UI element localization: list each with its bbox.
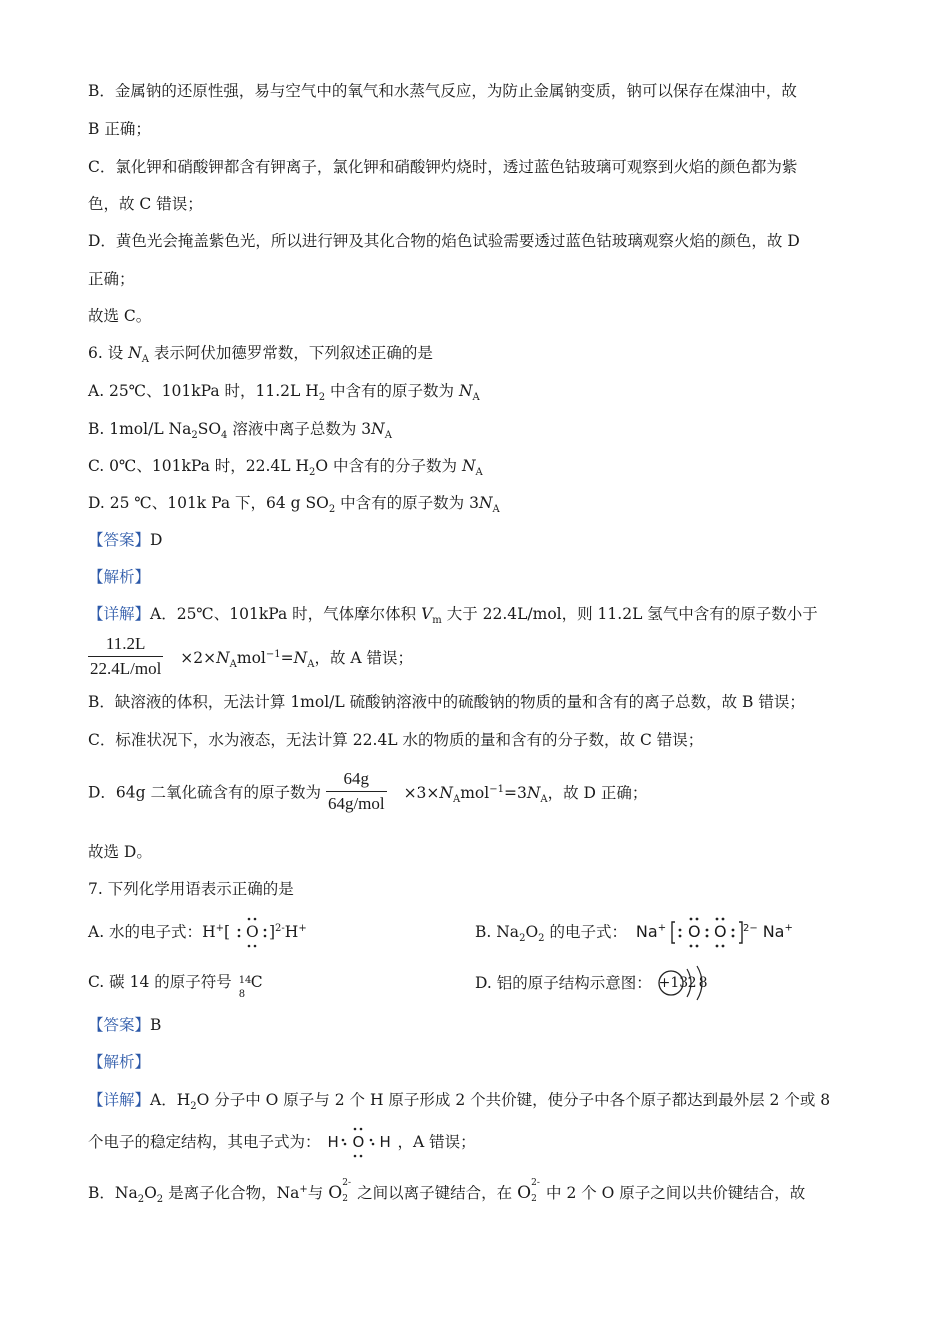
water-oxygen-dots: O	[235, 914, 269, 950]
aluminum-atom-diagram: +13 2 8	[657, 963, 719, 1003]
peroxide-ion: O 2- 2	[517, 1178, 540, 1204]
q7-detail-a-line2: 个电子的稳定结构，其电子式为： H O H ，A 错误；	[88, 1124, 476, 1160]
q7-analysis-label: 【解析】	[88, 1053, 151, 1071]
fraction-a: $\frac{11.2L}{\text{22.4L/mol}}$	[90, 634, 162, 678]
q7-option-d: D. 铝的原子结构示意图： +13 2 8	[475, 962, 719, 1002]
q6-detail-d-formula: D．64g 二氧化硫含有的原子数为 $\frac{64g}{\text{64g/mol}}$ $\times 3\times N_Amol^{-1}=3N_A$，故 D 正确；	[88, 769, 648, 813]
q6-option-d: D. 25 ℃、101k Pa 下，64 g $SO_2$ 中含有的原子数为 $3N_A$	[88, 494, 500, 516]
q5-option-d-line2: 正确；	[88, 270, 135, 288]
answer-label: 【答案】	[88, 1016, 151, 1034]
bracket-dots-icon	[671, 914, 743, 950]
q6-stem: 6. 设 $N_A$ 表示阿伏加德罗常数，下列叙述正确的是	[88, 344, 433, 366]
q5-option-c-line2: 色，故 C 错误；	[88, 195, 203, 213]
q5-option-b-line1: B．金属钠的还原性强，易与空气中的氧气和水蒸气反应，为防止金属钠变质，钠可以保存在煤油中，故	[88, 82, 797, 100]
q5-conclusion: 故选 C。	[88, 307, 152, 325]
q6-option-b: B. 1mol/L $Na_2SO_4$ 溶液中离子总数为 $3N_A$	[88, 420, 392, 442]
q6-option-c: C. 0℃、101kPa 时，22.4L $H_2O$ 中含有的分子数为 $N_A$	[88, 457, 483, 479]
q5-option-c-line1: C．氯化钾和硝酸钾都含有钾离子，氯化钾和硝酸钾灼烧时，透过蓝色钴玻璃可观察到火焰的颜色都为紫	[88, 158, 798, 176]
q5-option-d-line1: D．黄色光会掩盖紫色光，所以进行钾及其化合物的焰色试验需要透过蓝色钴玻璃观察火焰的颜色，故 D	[88, 232, 800, 250]
peroxide-ion: O 2- 2	[328, 1178, 352, 1204]
isotope-notation: 14 8	[238, 975, 252, 1000]
peroxide-dot-structure: O O	[671, 914, 743, 950]
q7-option-a: A. 水的电子式：H+[ O ]$^{2-}$H+	[88, 914, 307, 950]
q7-option-b: B. $Na_2O_2$ 的电子式： Na+ O O $^{2-}$ Na+	[475, 914, 793, 950]
q6-analysis-label: 【解析】	[88, 568, 151, 586]
q7-option-c: C. 碳 14 的原子符号 14 8 C	[88, 973, 263, 1000]
q7-detail-a-line1: 【详解】A．$H_2O$ 分子中 O 原子与 2 个 H 原子形成 2 个共价键，使分子中各个原子都达到最外层 2 个或 8	[88, 1091, 831, 1113]
q7-detail-b-line1: B．$Na_2O_2$ 是离子化合物，Na+与 O 2- 2 之间以离子键结合，在 O 2- 2 中 2 个 O 原子之间以共价键结合，故	[88, 1178, 806, 1206]
answer-label: 【答案】	[88, 531, 151, 549]
q6-detail-b: B．缺溶液的体积，无法计算 1mol/L 硫酸钠溶液中的硫酸钠的物质的量和含有的离子总数，故 B 错误；	[88, 693, 805, 711]
q7-answer: 【答案】B	[88, 1016, 162, 1034]
q6-option-a: A. 25℃、101kPa 时，11.2L $H_2$ 中含有的原子数为 $N_A$	[88, 382, 480, 404]
water-electron-formula: H O H	[325, 1124, 397, 1160]
q6-conclusion: 故选 D。	[88, 843, 152, 861]
q6-detail-a-formula: $\frac{11.2L}{\text{22.4L/mol}}$ $\times 2\times N_Amol^{-1}=N_A$，故 A 错误；	[90, 634, 413, 678]
q6-detail-c: C．标准状况下，水为液态，无法计算 22.4L 水的物质的量和含有的分子数，故 C 错误；	[88, 731, 704, 749]
fraction-d: $\frac{64g}{\text{64g/mol}}$	[327, 769, 385, 813]
q7-stem: 7. 下列化学用语表示正确的是	[88, 880, 294, 898]
q6-answer: 【答案】D	[88, 531, 163, 549]
q5-option-b-line2: B 正确；	[88, 120, 151, 138]
q6-detail-a-line1: 【详解】A．25℃、101kPa 时，气体摩尔体积 $V_m$ 大于 22.4L/mol，则 11.2L 氢气中含有的原子数小于	[88, 605, 818, 627]
